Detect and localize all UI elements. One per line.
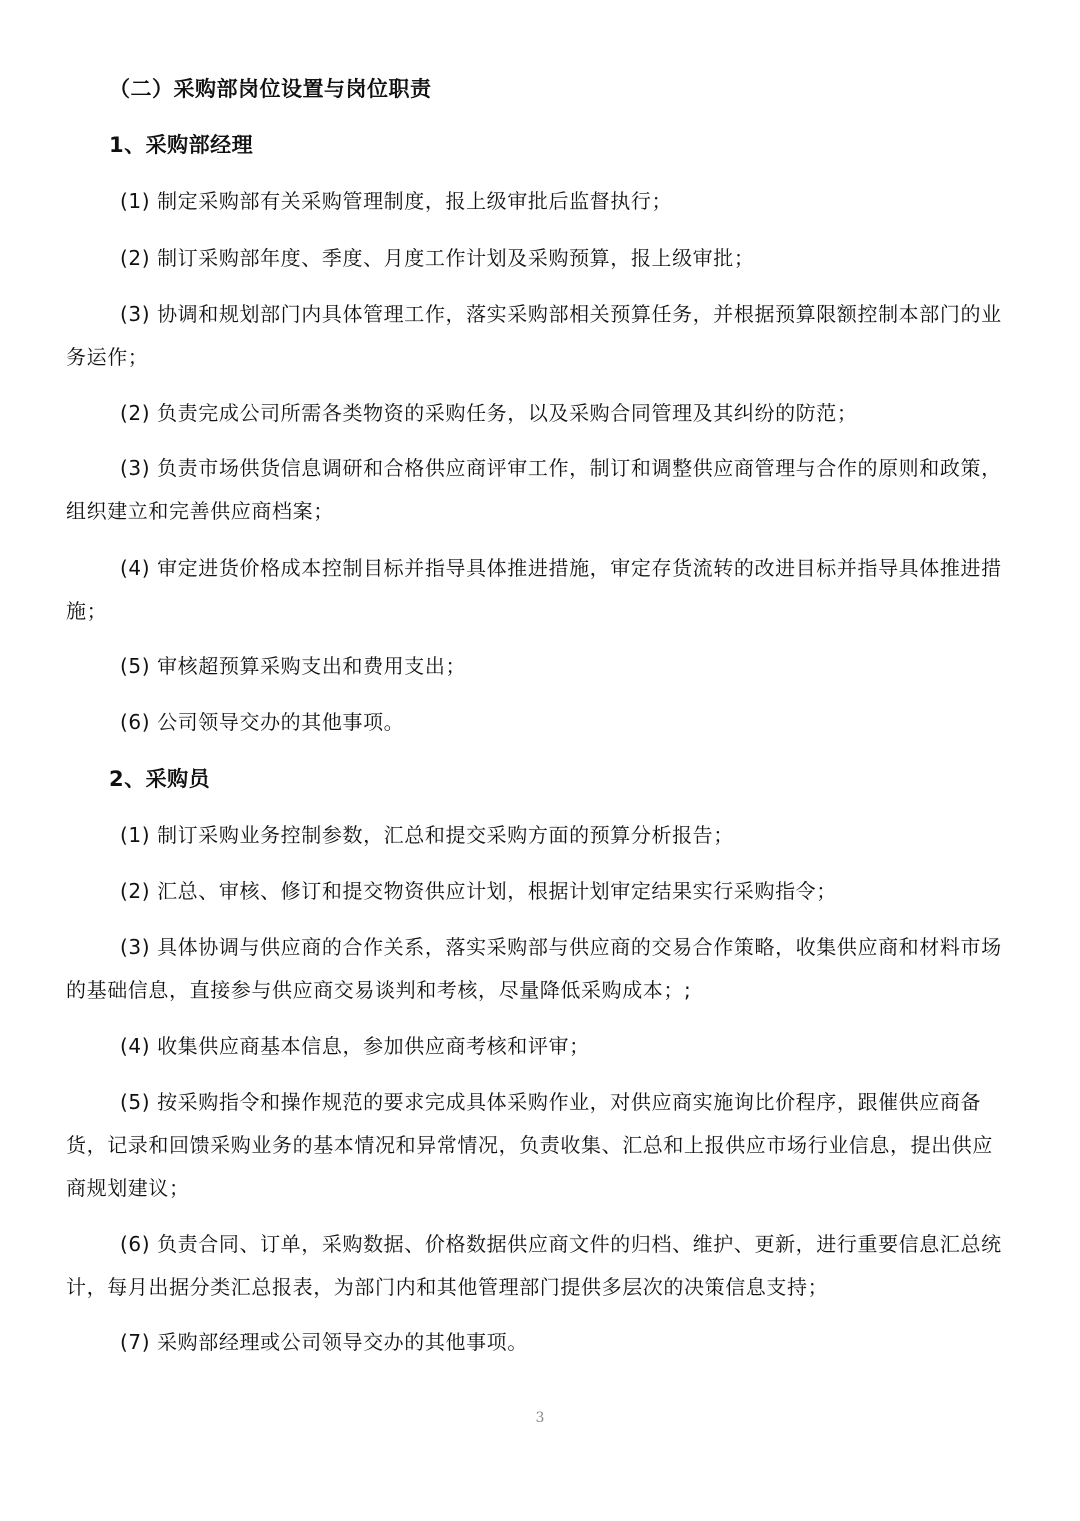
page-number: 3 bbox=[535, 1410, 545, 1426]
manager-item: (1) 制定采购部有关采购管理制度，报上级审批后监督执行； bbox=[120, 189, 673, 213]
manager-item: (2) 制订采购部年度、季度、月度工作计划及采购预算，报上级审批； bbox=[120, 246, 755, 270]
manager-item: (4) 审定进货价格成本控制目标并指导具体推进措施，审定存货流转的改进目标并指导具体推进措施； bbox=[66, 556, 1002, 623]
buyer-item: (3) 具体协调与供应商的合作关系，落实采购部与供应商的交易合作策略，收集供应商和材料市场的基础信息，直接参与供应商交易谈判和考核，尽量降低采购成本；; bbox=[66, 935, 1002, 1002]
buyer-item: (7) 采购部经理或公司领导交办的其他事项。 bbox=[120, 1330, 528, 1354]
manager-item: (5) 审核超预算采购支出和费用支出； bbox=[120, 654, 467, 678]
manager-item: (3) 负责市场供货信息调研和合格供应商评审工作，制订和调整供应商管理与合作的原则和政策，组织建立和完善供应商档案； bbox=[66, 456, 1002, 523]
buyer-heading: 2、采购员 bbox=[109, 767, 211, 791]
section-title: （二）采购部岗位设置与岗位职责 bbox=[109, 77, 432, 101]
manager-item: (3) 协调和规划部门内具体管理工作，落实采购部相关预算任务，并根据预算限额控制本部门的业务运作； bbox=[66, 302, 1002, 369]
buyer-item: (1) 制订采购业务控制参数，汇总和提交采购方面的预算分析报告； bbox=[120, 823, 734, 847]
buyer-item: (2) 汇总、审核、修订和提交物资供应计划，根据计划审定结果实行采购指令； bbox=[120, 879, 837, 903]
manager-heading: 1、采购部经理 bbox=[109, 133, 254, 157]
manager-item: (6) 公司领导交办的其他事项。 bbox=[120, 710, 405, 734]
buyer-item: (6) 负责合同、订单，采购数据、价格数据供应商文件的归档、维护、更新，进行重要信息汇总统计，每月出据分类汇总报表，为部门内和其他管理部门提供多层次的决策信息支持； bbox=[66, 1232, 1002, 1299]
manager-item: (2) 负责完成公司所需各类物资的采购任务，以及采购合同管理及其纠纷的防范； bbox=[120, 401, 858, 425]
buyer-item: (5) 按采购指令和操作规范的要求完成具体采购作业，对供应商实施询比价程序，跟催供应商备货，记录和回馈采购业务的基本情况和异常情况，负责收集、汇总和上报供应市场行业信息，提出供应商规划建议； bbox=[66, 1090, 993, 1200]
buyer-item: (4) 收集供应商基本信息，参加供应商考核和评审； bbox=[120, 1034, 590, 1058]
